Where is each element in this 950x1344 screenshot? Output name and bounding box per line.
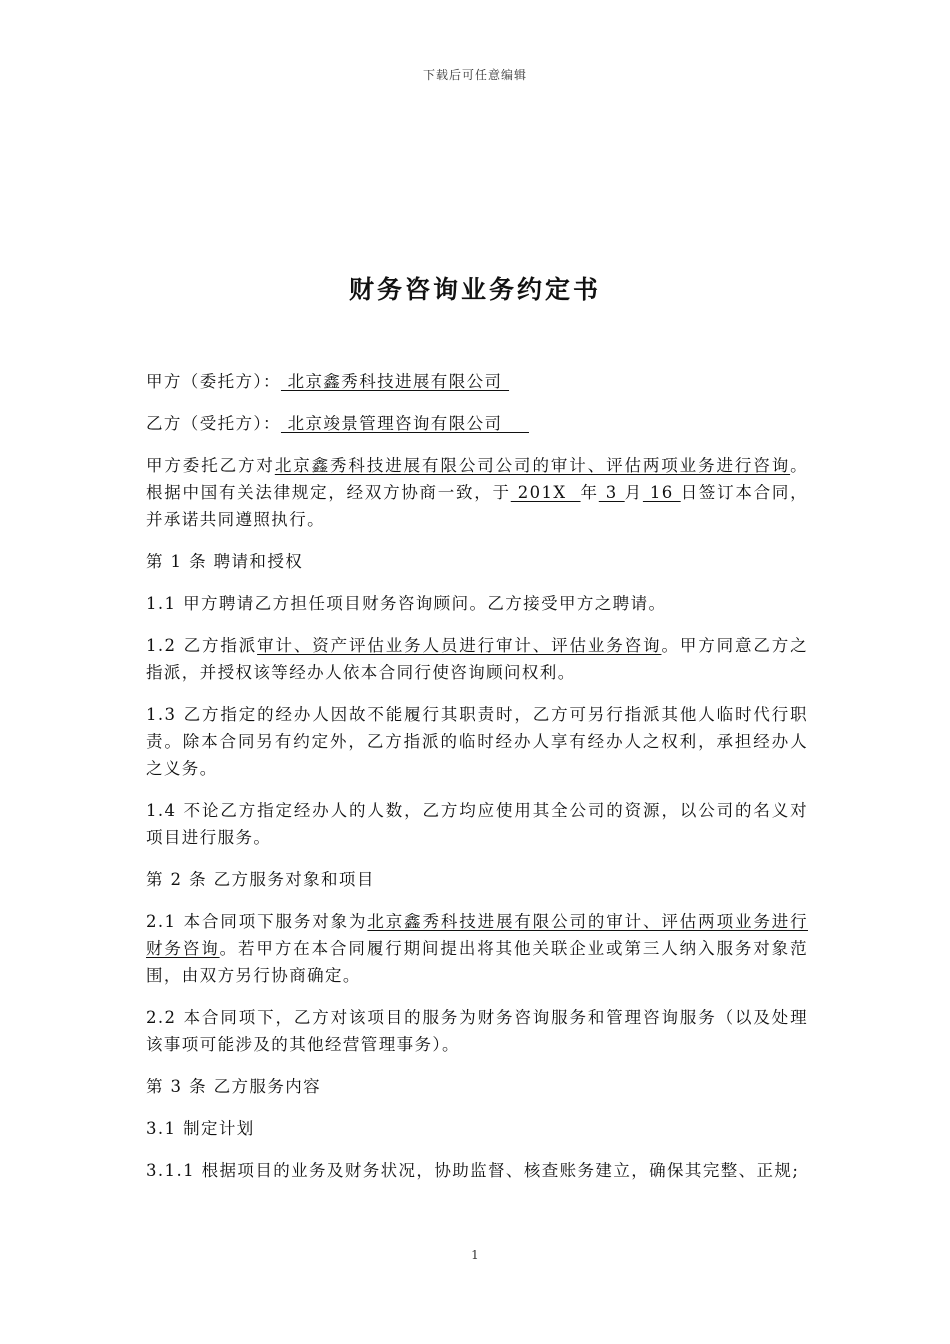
clause-1-2 [146, 632, 808, 686]
clause-underlined: 审计、资产评估业务人员进行审计、评估业务咨询 [257, 636, 662, 655]
clause-1-3: 1.3 乙方指定的经办人因故不能履行其职责时，乙方可另行指派其他人临时代行职责。除本合同另有约定外，乙方指派的临时经办人享有经办人之权利，承担经办人之义务。 [146, 705, 808, 778]
article-1-heading: 第 1 条 聘请和授权 [146, 552, 304, 571]
clause-underlined: 北京鑫秀科技进展有限公司的审计、评估两项业务进行财务咨询 [146, 912, 808, 958]
intro-text: 月 [624, 483, 643, 502]
party-a-line [146, 368, 808, 395]
clause-3-1-1: 3.1.1 根据项目的业务及财务状况，协助监督、核查账务建立，确保其完整、正规; [146, 1161, 800, 1180]
party-a-value: 北京鑫秀科技进展有限公司 [280, 372, 510, 391]
intro-text: 甲方委托乙方对 [146, 456, 275, 475]
intro-underlined-subject: 北京鑫秀科技进展有限公司公司的审计、评估两项业务进行咨询 [274, 456, 791, 475]
party-b-line [146, 410, 808, 437]
page-header: 下载后可任意编辑 [422, 68, 527, 82]
party-b-value: 北京竣景管理咨询有限公司 [280, 414, 529, 433]
sign-year: 201X [510, 483, 581, 502]
clause-text: 2.1 本合同项下服务对象为 [146, 912, 368, 931]
clause-1-4: 1.4 不论乙方指定经办人的人数，乙方均应使用其全公司的资源，以公司的名义对项目进行服务。 [146, 801, 808, 847]
clause-text: 。甲方同意乙方之指派，并授权该等经办人依本合同行使咨询顾问权利。 [146, 636, 809, 682]
party-b-label: 乙方（受托方）： [146, 414, 281, 433]
intro-text: 年 [580, 483, 599, 502]
sign-day: 16 [642, 483, 681, 502]
clause-text: 。若甲方在本合同履行期间提出将其他关联企业或第三人纳入服务对象范围，由双方另行协商确定。 [146, 939, 808, 985]
intro-text: 日签订本合同，并承诺共同遵照执行。 [146, 483, 809, 529]
sign-month: 3 [598, 483, 625, 502]
clause-2-1 [146, 908, 808, 989]
clause-3-1: 3.1 制定计划 [146, 1119, 255, 1138]
document-body [146, 368, 808, 1199]
intro-text: 。根据中国有关法律规定，经双方协商一致，于 [146, 456, 808, 502]
article-2-heading: 第 2 条 乙方服务对象和项目 [146, 870, 375, 889]
document-title: 财务咨询业务约定书 [348, 275, 601, 304]
article-3-heading: 第 3 条 乙方服务内容 [146, 1077, 322, 1096]
clause-2-2: 2.2 本合同项下，乙方对该项目的服务为财务咨询服务和管理咨询服务（以及处理该事项可能涉及的其他经营管理事务）。 [146, 1008, 808, 1054]
clause-1-1: 1.1 甲方聘请乙方担任项目财务咨询顾问。乙方接受甲方之聘请。 [146, 594, 667, 613]
page-number: 1 [471, 1248, 479, 1262]
intro-paragraph [146, 452, 808, 533]
clause-text: 1.2 乙方指派 [146, 636, 258, 655]
party-a-label: 甲方（委托方）： [146, 372, 281, 391]
